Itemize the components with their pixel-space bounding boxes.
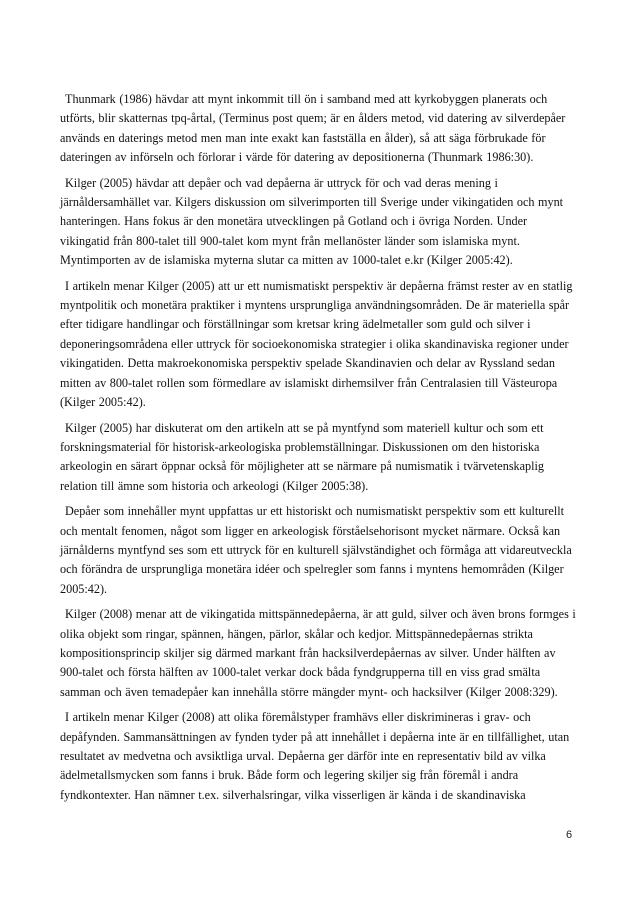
paragraph-6: Kilger (2008) menar att de vikingatida mittspännedepåerna, är att guld, silver och även brons formges i olika objekt som ringar, spännen, hängen, pärlor, skålar och kedjor. Mittspännedepåernas strikta kompositionsprincip skiljer sig därmed markant från hacksilverdepåernas av silver. Under hälften av 900-talet och första hälften av 1000-talet verkar dock båda fyndgrupperna till en viss grad smälta samman och även temadepåer kan innehålla större mängder mynt- och hacksilver (Kilger 2008:329). xyxy=(60,607,576,699)
paragraph-2: Kilger (2005) hävdar att depåer och vad depåerna är uttryck för och vad deras mening i järnåldersamhället var. Kilgers diskussion om silverimporten till Sverige under vikingatiden och mynt hanteringen. Hans fokus är den monetära utvecklingen på Gotland och i övriga Norden. Under vikingatid från 800-talet till 900-talet kom mynt från mellanöster länder som islamiska mynt. Myntimporten av de islamiska myterna slutar ca mitten av 1000-talet e.kr (Kilger 2005:42). xyxy=(60,175,564,268)
paragraph-7: I artikeln menar Kilger (2008) att olika föremålstyper framhävs eller diskrimineras i grav- och depåfynden. Sammansättningen av fynden tyder på att innehållet i depåerna inte är en tillfällighet, utan resultatet av medvetna och avsiktliga urval. Depåerna ger därför inte en representativ bild av vilka ädelmetallsmycken som fanns i bruk. Både form och legering skiljer sig från föremål i andra fyndkontexter. Han nämner t.ex. silverhalsringar, vilka visserligen är kända i de skandinaviska xyxy=(60,710,570,802)
page-number: 6 xyxy=(566,829,573,841)
paragraph-3: I artikeln menar Kilger (2005) att ur ett numismatiskt perspektiv är depåerna främst rester av en statlig myntpolitik och monetära praktiker i myntens ursprungliga användningsområden. De är materiella spår efter tidigare handlingar och förställningar som kretsar kring ädelmetaller som guld och silver i deponeringsområdena eller uttryck för socioekonomiska strategier i olika skandinaviska regioner under vikingatiden. Detta makroekonomiska perspektiv spelade Skandinavien och delar av Ryssland sedan mitten av 800-talet rollen som förmedlare av islamiskt dirhemsilver från Centralasien till Västeuropa (Kilger 2005:42). xyxy=(60,278,573,410)
paragraph-4: Kilger (2005) har diskuterat om den artikeln att se på myntfynd som materiell kultur och som ett forskningsmaterial för historisk-arkeologiska problemställningar. Diskussionen om den historiska arkeologin en särart öppnar också för möjligheter att se närmare på numismatik i tvärvetenskaplig relation till ämne som historia och arkeologi (Kilger 2005:38). xyxy=(60,420,545,493)
document-body xyxy=(60,90,576,811)
paragraph-5: Depåer som innehåller mynt uppfattas ur ett historiskt och numismatiskt perspektiv som ett kulturellt och mentalt fenomen, något som ligger en arkeologisk förståelsehorisont mycket närmare. Också kan järnålderns myntfynd ses som ett uttryck för en kulturell självständighet och förmåga att vidareutveckla och förändra de ursprungliga monetära idéer och spelregler som fanns i myntens hemområden (Kilger 2005:42). xyxy=(60,504,572,596)
paragraph-1: Thunmark (1986) hävdar att mynt inkommit till ön i samband med att kyrkobyggen planerats och utförts, blir skatternas tpq-årtal, (Terminus post quem; är en ålders metod, vid datering av silverdepåer används en daterings metod men man inte exakt kan fastställa en ålder), så att säga förbrukade för dateringen av införseln och förlorar i värde för datering av depositionerna (Thunmark 1986:30). xyxy=(60,92,566,165)
